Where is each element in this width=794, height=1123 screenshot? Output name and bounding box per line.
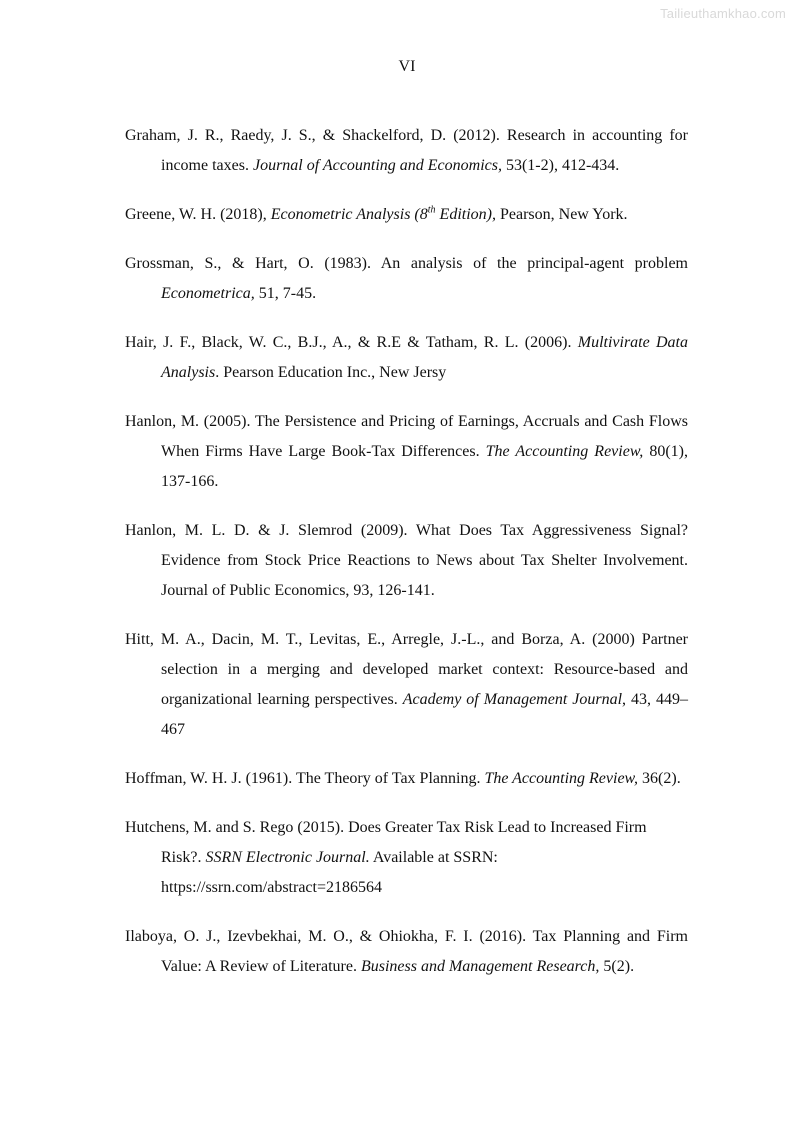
reference-details: , 43, 449–467	[161, 691, 688, 738]
reference-text: Hutchens, M. and S. Rego (2015). Does Greater Tax Risk Lead to Increased Firm Risk?.	[125, 819, 647, 866]
reference-ilaboya-2016	[125, 922, 688, 982]
reference-hanlon-slemrod-2009	[125, 516, 688, 606]
reference-text: Ilaboya, O. J., Izevbekhai, M. O., & Ohiokha, F. I. (2016). Tax Planning and Firm Value: A Review of Literature.	[125, 928, 688, 975]
reference-list	[125, 121, 688, 1001]
reference-details: 5(2).	[599, 958, 635, 975]
reference-text: Hitt, M. A., Dacin, M. T., Levitas, E., Arregle, J.-L., and Borza, A. (2000) Partner selection in a merging and developed market context: Resource-based and organizational learning perspectives.	[125, 631, 688, 708]
reference-text: Grossman, S., & Hart, O. (1983). An analysis of the principal-agent problem	[125, 255, 688, 272]
reference-greene-2018	[125, 200, 688, 230]
reference-journal: Academy of Management Journal	[402, 691, 623, 708]
watermark: Tailieuthamkhao.com	[660, 6, 786, 21]
reference-grossman-1983	[125, 249, 688, 309]
reference-journal: Business and Management Research,	[360, 958, 600, 975]
reference-text: Greene, W. H. (2018),	[125, 206, 271, 223]
reference-details: 80(1), 137-166.	[161, 443, 689, 490]
reference-text: Hair, J. F., Black, W. C., B.J., A., & R.E & Tatham, R. L. (2006).	[125, 334, 578, 351]
reference-hair-2006	[125, 328, 688, 388]
reference-superscript: th	[427, 204, 436, 216]
reference-details: 36(2).	[638, 770, 681, 787]
reference-hoffman-1961	[125, 764, 688, 794]
reference-book-title: Multivirate Data Analysis	[161, 334, 689, 381]
reference-hanlon-2005	[125, 407, 688, 497]
reference-text: Hanlon, M. L. D. & J. Slemrod (2009). What Does Tax Aggressiveness Signal? Evidence from Stock Price Reactions to News about Tax Shelter Involvement. Journal of Public Economics, 93, 126-141.	[125, 522, 688, 599]
reference-journal: Journal of Accounting and Economics,	[252, 157, 502, 174]
reference-details: Pearson, New York.	[495, 206, 628, 223]
reference-journal: Econometrica,	[161, 285, 255, 302]
reference-details: . Pearson Education Inc., New Jersy	[215, 364, 447, 381]
reference-book-title-cont: Edition),	[435, 206, 496, 223]
page-number: VI	[398, 58, 416, 75]
reference-hutchens-2015	[125, 813, 688, 903]
reference-book-title: Econometric Analysis (8	[270, 206, 428, 223]
reference-journal: The Accounting Review,	[485, 443, 644, 460]
reference-text: Graham, J. R., Raedy, J. S., & Shackelford, D. (2012). Research in accounting for income taxes.	[125, 127, 688, 174]
reference-details: 53(1-2), 412-434.	[501, 157, 620, 174]
reference-details: Available at SSRN: https://ssrn.com/abstract=2186564	[161, 849, 498, 896]
reference-graham-2012	[125, 121, 688, 181]
reference-journal: The Accounting Review,	[484, 770, 639, 787]
reference-text: Hanlon, M. (2005). The Persistence and Pricing of Earnings, Accruals and Cash Flows When Firms Have Large Book-Tax Differences.	[125, 413, 688, 460]
reference-details: 51, 7-45.	[254, 285, 317, 302]
reference-hitt-2000	[125, 625, 688, 745]
reference-journal: SSRN Electronic Journal.	[205, 849, 370, 866]
reference-text: Hoffman, W. H. J. (1961). The Theory of Tax Planning.	[125, 770, 485, 787]
